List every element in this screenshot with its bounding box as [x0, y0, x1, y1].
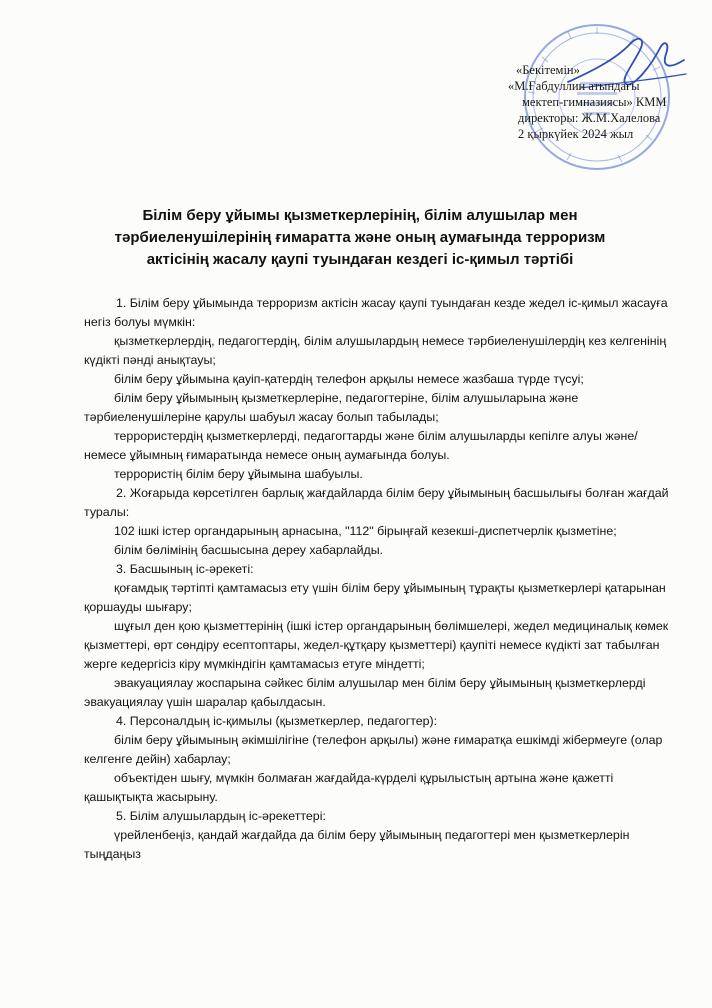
paragraph-10: 3. Басшының іс-әрекеті:: [116, 562, 254, 576]
title-line-3: актісінің жасалу қаупі туындаған кездегі іс-қимыл тәртібі: [146, 251, 574, 268]
approval-line-4: директоры: Ж.М.Халелова: [518, 111, 661, 125]
paragraph-9: білім бөлімінің басшысына дереу хабарлайды.: [114, 543, 384, 557]
paragraph-3: білім беру ұйымына қауіп-қатердің телефон арқылы немесе жазбаша түрде түсуі;: [114, 372, 584, 386]
paragraph-8: 102 ішкі істер органдарының арнасына, "112" бірыңғай кезекші-диспетчерлік қызметіне;: [114, 524, 617, 538]
paragraph-2: қызметкерлердің, педагогтердің, білім алушылардың немесе тәрбиеленушілердің кез келгенінің күдікті пәнді анықтауы;: [84, 334, 667, 367]
title-line-1: Білім беру ұйымы қызметкерлерінің, білім алушылар мен: [142, 207, 578, 224]
paragraph-6: террористің білім беру ұйымына шабуылы.: [114, 467, 363, 481]
paragraph-18: үрейленбеңіз, қандай жағдайда да білім беру ұйымының педагогтері мен қызметкерлерін тыңдаңыз: [84, 828, 630, 861]
approval-line-3: мектеп-гимназиясы» КММ: [522, 95, 667, 109]
approval-line-1: «Бекітемін»: [516, 63, 580, 77]
paragraph-16: объектіден шығу, мүмкін болмаған жағдайда-күрделі құрылыстың артына және қажетті қашықтықта жасырыну.: [84, 771, 614, 804]
paragraph-12: шұғыл ден қою қызметтерінің (ішкі істер органдарының бөлімшелері, жедел медициналық көмек қызметтері, өрт сөндіру есептоптары, жедел-құтқару қызметтері) қаупіті немесе күдікті зат табылған жерге кедергісіз кіру мүмкіндігін қамтамасыз етуге міндетті;: [84, 619, 669, 671]
document-title: [60, 205, 660, 271]
paragraph-15: білім беру ұйымының әкімшілігіне (телефон арқылы) және ғимаратқа ешкімді жібермеуге (олар келгенге дейін) хабарлау;: [84, 733, 663, 766]
title-line-2: тәрбиеленушілерінің ғимаратта және оның аумағында терроризм: [114, 229, 606, 246]
paragraph-14: 4. Персоналдың іс-қимылы (қызметкерлер, педагогтер):: [116, 714, 438, 728]
paragraph-5: террористердің қызметкерлерді, педагогтарды және білім алушыларды кепілге алуы және/немесе ұйымның ғимаратында немесе оның аумағында болуы.: [84, 429, 638, 462]
paragraph-11: қоғамдық тәртіпті қамтамасыз ету үшін білім беру ұйымының тұрақты қызметкерлері қатарынан қоршауды шығару;: [84, 581, 666, 614]
paragraph-4: білім беру ұйымының қызметкерлеріне, педагогтеріне, білім алушыларына және тәрбиеленушілеріне қарулы шабуыл жасау болып табылады;: [84, 391, 579, 424]
document-body: [84, 294, 672, 864]
paragraph-17: 5. Білім алушылардың іс-әрекеттері:: [116, 809, 326, 823]
paragraph-7: 2. Жоғарыда көрсетілген барлық жағдайларда білім беру ұйымының басшылығы болған жағдай туралы:: [84, 486, 669, 519]
approval-block: [508, 62, 708, 142]
paragraph-13: эвакуациялау жоспарына сәйкес білім алушылар мен білім беру ұйымының қызметкерлерді эвакуациялау үшін шаралар қабылдасын.: [84, 676, 646, 709]
paragraph-1: 1. Білім беру ұйымында терроризм актісін жасау қаупі туындаған кезде жедел іс-қимыл жасауға негіз болуы мүмкін:: [84, 296, 668, 329]
approval-line-5: 2 қыркүйек 2024 жыл: [518, 127, 634, 141]
approval-line-2: «М.Ғабдуллин атындағы: [508, 79, 640, 93]
